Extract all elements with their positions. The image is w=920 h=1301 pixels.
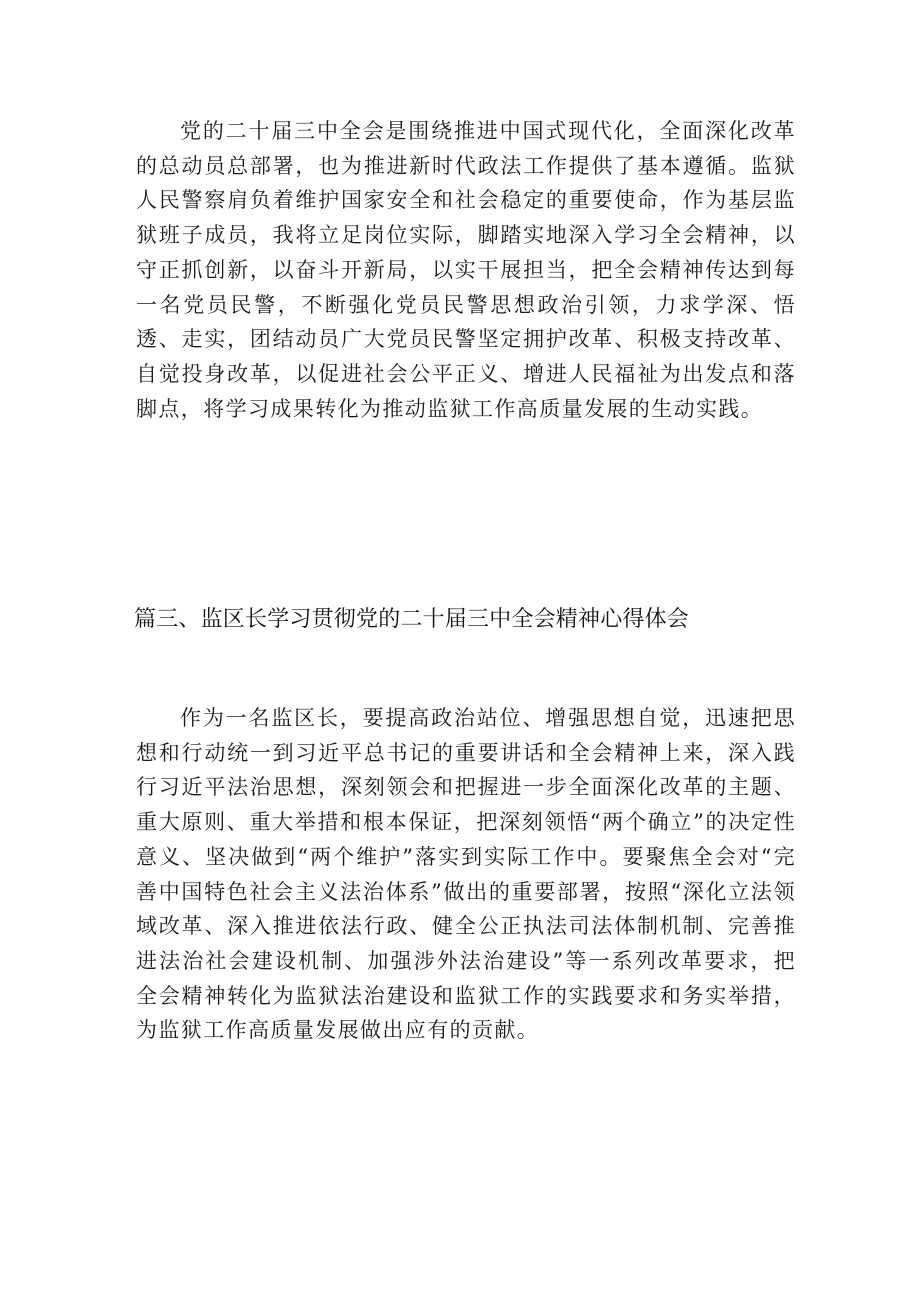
section-heading: 篇三、监区长学习贯彻党的二十届三中全会精神心得体会	[134, 607, 690, 632]
body-paragraph: 作为一名监区长，要提高政治站位、增强思想自觉，迅速把思想和行动统一到习近平总书记的重要讲话和全会精神上来，深入践行习近平法治思想，深刻领会和把握进一步全面深化改革的主题、重大原则、重大举措和根本保证，把深刻领悟“两个确立”的决定性意义、坚决做到“两个维护”落实到实际工作中。要聚焦全会对“完善中国特色社会主义法治体系”做出的重要部署，按照“深化立法领域改革、深入推进依法行政、健全公正执法司法体制机制、完善推进法治社会建设机制、加强涉外法治建设”等一系列改革要求，把全会精神转化为监狱法治建设和监狱工作的实践要求和务实举措，为监狱工作高质量发展做出应有的贡献。	[136, 706, 796, 1043]
body-paragraph: 党的二十届三中全会是围绕推进中国式现代化，全面深化改革的总动员总部署，也为推进新时代政法工作提供了基本遵循。监狱人民警察肩负着维护国家安全和社会稳定的重要使命，作为基层监狱班子成员，我将立足岗位实际，脚踏实地深入学习全会精神，以守正抓创新，以奋斗开新局，以实干展担当，把全会精神传达到每一名党员民警，不断强化党员民警思想政治引领，力求学深、悟透、走实，团结动员广大党员民警坚定拥护改革、积极支持改革、自觉投身改革，以促进社会公平正义、增进人民福祉为出发点和落脚点，将学习成果转化为推动监狱工作高质量发展的生动实践。	[136, 119, 796, 421]
